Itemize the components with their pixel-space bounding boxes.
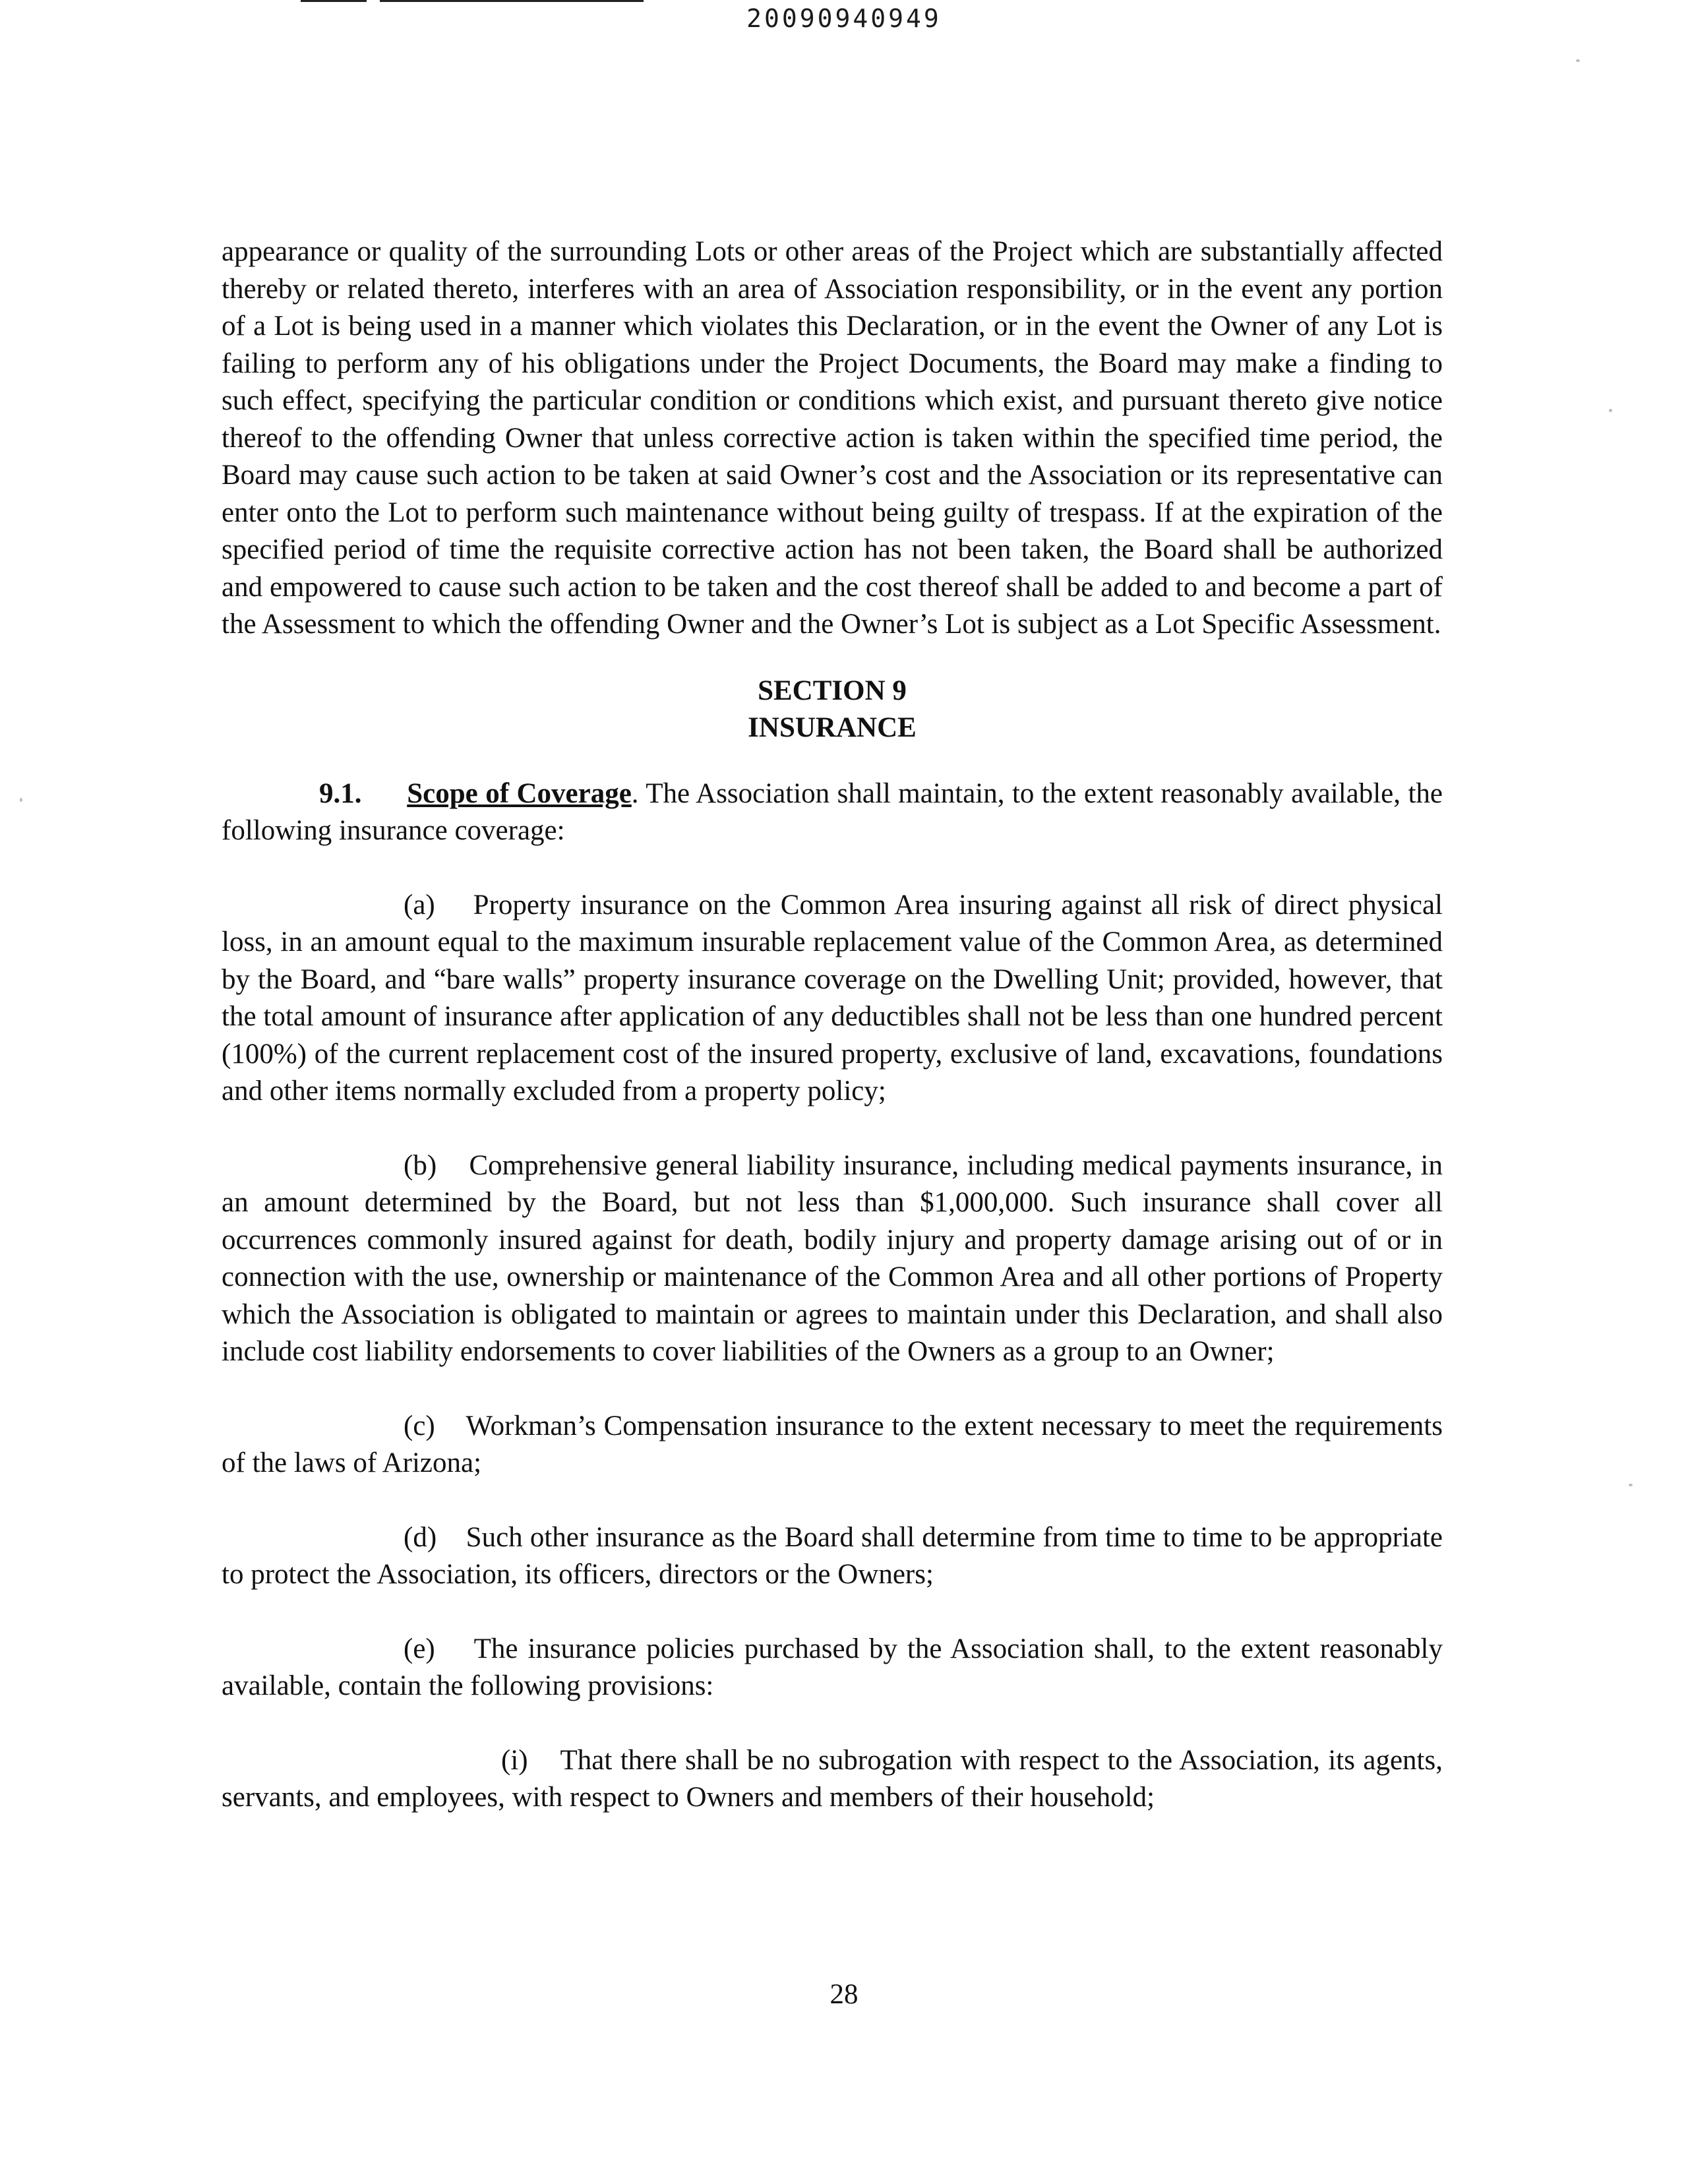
document-page	[222, 233, 1450, 1817]
section-title: INSURANCE	[748, 712, 917, 743]
clause-9-1	[222, 775, 1443, 850]
page-number: 28	[829, 1979, 859, 2010]
section-heading	[222, 673, 1443, 746]
item-d: (d) Such other insurance as the Board shall determine from time to time to be appropriate to protect the Association, its officers, directors or the Owners;	[222, 1521, 1450, 1590]
scan-speck	[1609, 409, 1612, 412]
item-e-i: (i) That there shall be no subrogation with respect to the Association, its agents, servants, and employees, with respect to Owners and members of their household;	[222, 1744, 1450, 1813]
scan-artifact-line	[380, 0, 644, 2]
item-e: (e) The insurance policies purchased by the Association shall, to the extent reasonably available, contain the following provisions:	[222, 1633, 1450, 1701]
clause-title: Scope of Coverage	[407, 777, 632, 809]
document-number: 20090940949	[746, 4, 942, 33]
scan-speck	[20, 798, 22, 802]
item-a: (a) Property insurance on the Common Area insuring against all risk of direct physical loss, in an amount equal to the maximum insurable replacement value of the Common Area, as determined by the Board, and “bare walls” property insurance coverage on the Dwelling Unit; provided, however, that the total amount of insurance after application of any deductibles shall not be less than one hundred percent (100%) of the current replacement cost of the insured property, exclusive of land, excavations, foundations and other items normally excluded from a property policy;	[222, 889, 1450, 1107]
continuation-paragraph: appearance or quality of the surrounding Lots or other areas of the Project which are substantially affected thereby or related thereto, interferes with an area of Association responsibility, or in the event any portion of a Lot is being used in a manner which violates this Declaration, or in the event the Owner of any Lot is failing to perform any of his obligations under the Project Documents, the Board may make a finding to such effect, specifying the particular condition or conditions which exist, and pursuant thereto give notice thereof to the offending Owner that unless corrective action is taken within the specified time period, the Board may cause such action to be taken at said Owner’s cost and the Association or its representative can enter onto the Lot to perform such maintenance without being guilty of trespass. If at the expiration of the specified period of time the requisite corrective action has not been taken, the Board shall be authorized and empowered to cause such action to be taken and the cost thereof shall be added to and become a part of the Assessment to which the offending Owner and the Owner’s Lot is subject as a Lot Specific Assessment.	[222, 236, 1443, 640]
clause-number: 9.1.	[319, 777, 362, 809]
scan-speck	[1576, 59, 1580, 62]
section-number: SECTION 9	[758, 675, 907, 706]
clause-text: . The Association shall maintain, to the extent reasonably available, the following insurance coverage:	[222, 777, 1443, 846]
scan-speck	[1629, 1484, 1633, 1486]
scan-artifact-line	[301, 0, 367, 2]
item-c: (c) Workman’s Compensation insurance to the extent necessary to meet the requirements of the laws of Arizona;	[222, 1410, 1450, 1478]
item-b: (b) Comprehensive general liability insurance, including medical payments insurance, in an amount determined by the Board, but not less than $1,000,000. Such insurance shall cover all occurrences commonly insured against for death, bodily injury and property damage arising out of or in connection with the use, ownership or maintenance of the Common Area and all other portions of Property which the Association is obligated to maintain or agrees to maintain under this Declaration, and shall also include cost liability endorsements to cover liabilities of the Owners as a group to an Owner;	[222, 1149, 1450, 1367]
